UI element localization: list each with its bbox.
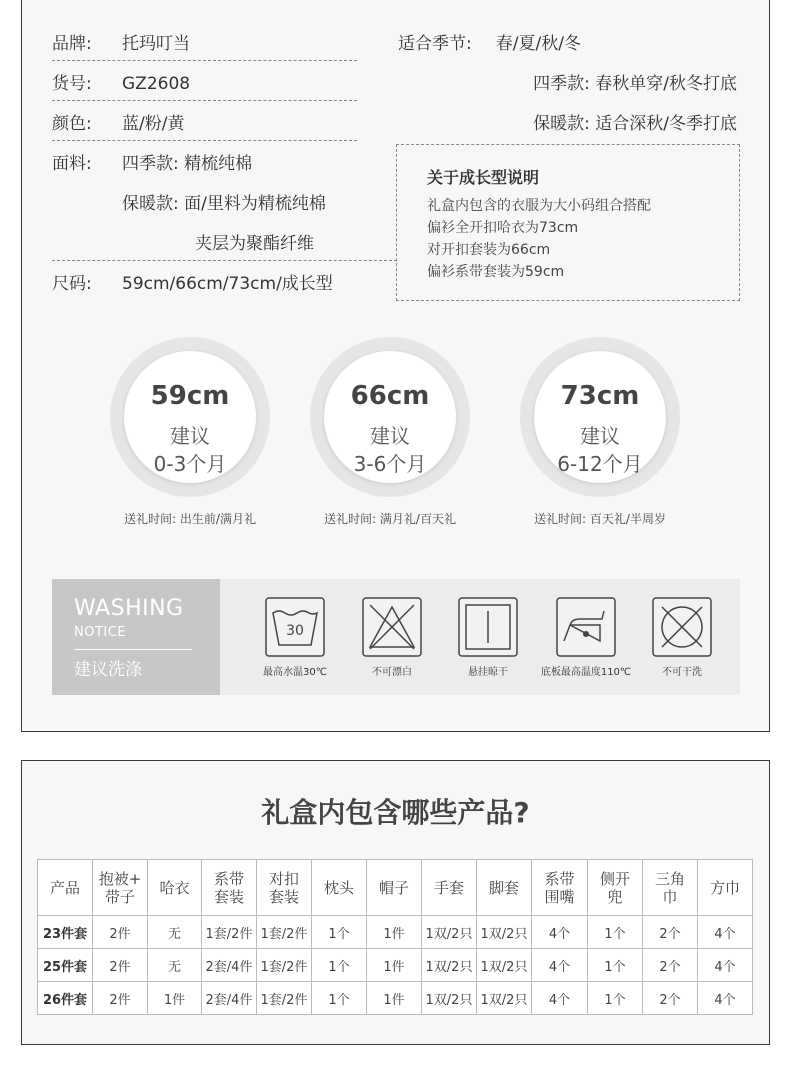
washing-subtitle: NOTICE [74, 625, 127, 640]
table-header-text: 产品 [49, 878, 80, 897]
spec-fabric-warm-filling: 夹层为聚酯纤维 [195, 234, 314, 254]
size-ring-66 [310, 337, 470, 497]
table-cell: 2套/4件 [202, 949, 257, 982]
table-cell: 2件 [93, 982, 148, 1015]
spec-season-label: 适合季节: [398, 34, 472, 54]
wash-item [247, 597, 343, 687]
table-header-cell [38, 860, 93, 916]
washing-label-cn: 建议洗涤 [74, 660, 142, 680]
table-header-text: 枕头 [323, 878, 354, 897]
table-cell: 1双/2只 [422, 916, 477, 949]
spec-item-no-label: 货号: [52, 74, 92, 94]
table-cell: 无 [148, 949, 202, 982]
table-cell: 2套/4件 [202, 982, 257, 1015]
table-header-text: 兜 [607, 887, 623, 906]
table-header-text: 套装 [268, 887, 299, 906]
table-header-cell [312, 860, 367, 916]
table-header-cell [422, 860, 477, 916]
size-ring-59 [110, 337, 270, 497]
table-header-text: 对扣 [268, 869, 299, 888]
note-title: 关于成长型说明 [427, 168, 540, 187]
spec-brand-value: 托玛叮当 [122, 34, 190, 54]
spec-color-value: 蓝/粉/黄 [122, 114, 185, 134]
table-cell: 1套/2件 [257, 949, 312, 982]
spec-season-value: 春/夏/秋/冬 [495, 34, 581, 54]
table-header-text: 脚套 [488, 878, 519, 897]
size-ring-73 [520, 337, 680, 497]
divider [52, 100, 357, 101]
spec-item-no-value: GZ2608 [122, 74, 191, 94]
table-cell: 4个 [698, 982, 753, 1015]
wash-30-icon [265, 597, 325, 657]
table-cell: 1个 [312, 949, 367, 982]
washing-notice [52, 579, 740, 695]
table-cell: 4个 [698, 916, 753, 949]
table-cell: 1个 [312, 916, 367, 949]
spec-brand [52, 29, 190, 54]
iron-medium-icon [556, 597, 616, 657]
table-cell: 1双/2只 [477, 982, 532, 1015]
table-header-cell [93, 860, 148, 916]
table-cell: 4个 [532, 916, 588, 949]
table-header-text: 围嘴 [544, 887, 575, 906]
spec-color-label: 颜色: [52, 114, 92, 134]
spec-warm-style: 保暖款: 适合深秋/冬季打底 [533, 114, 737, 134]
table-header-text: 抱被+ [98, 869, 142, 888]
table-header-cell [148, 860, 202, 916]
table-row-header: 25件套 [38, 949, 93, 982]
wash-item [538, 597, 634, 687]
table-header-text: 帽子 [378, 878, 409, 897]
gift-contents-table [37, 859, 753, 1015]
table-cell: 1双/2只 [477, 949, 532, 982]
table-row-header: 26件套 [38, 982, 93, 1015]
table-header-text: 带子 [104, 887, 135, 906]
ring-age: 3-6个月 [353, 452, 427, 476]
table-cell: 1个 [588, 982, 643, 1015]
table-cell: 1套/2件 [202, 916, 257, 949]
divider [52, 140, 357, 141]
table-cell: 2个 [643, 916, 698, 949]
note-line: 礼盒内包含的衣服为大小码组合搭配 [427, 198, 651, 214]
washing-title: WASHING [74, 596, 184, 621]
ring-age: 0-3个月 [153, 452, 227, 476]
spec-season [398, 29, 581, 54]
wash-item [440, 597, 536, 687]
hang-dry-icon [458, 597, 518, 657]
table-cell: 1件 [367, 982, 422, 1015]
table-header-cell [202, 860, 257, 916]
table-header-cell [532, 860, 588, 916]
spec-size [52, 269, 333, 294]
table-header-row [38, 860, 753, 916]
gift-time: 送礼时间: 出生前/满月礼 [124, 512, 256, 526]
wash-caption: 底板最高温度110℃ [540, 667, 632, 678]
ring-suggest: 建议 [580, 424, 620, 448]
table-cell: 1个 [588, 949, 643, 982]
table-cell: 4个 [698, 949, 753, 982]
table-header-text: 侧开 [599, 869, 630, 888]
spec-color [52, 109, 184, 134]
table-cell: 1套/2件 [257, 916, 312, 949]
table-cell: 2个 [643, 949, 698, 982]
table-cell: 1双/2只 [477, 916, 532, 949]
spec-fabric [52, 149, 252, 174]
table-header-text: 系带 [213, 869, 244, 888]
wash-item [634, 597, 730, 687]
table-header-text: 手套 [433, 878, 464, 897]
no-dry-clean-icon [652, 597, 712, 657]
ring-size: 59cm [150, 381, 230, 411]
growth-size-note [396, 144, 740, 301]
table-header-text: 系带 [544, 869, 575, 888]
divider [52, 60, 357, 61]
ring-suggest: 建议 [370, 424, 410, 448]
ring-size: 73cm [560, 381, 640, 411]
spec-item-no [52, 69, 190, 94]
spec-brand-label: 品牌: [52, 34, 92, 54]
note-line: 偏衫系带套装为59cm [427, 264, 565, 280]
wash-caption: 不可干洗 [662, 667, 702, 678]
table-header-cell [367, 860, 422, 916]
table-header-text: 套装 [213, 887, 244, 906]
note-line: 对开扣套装为66cm [427, 242, 551, 258]
table-cell: 1个 [312, 982, 367, 1015]
table-cell: 1套/2件 [257, 982, 312, 1015]
table-cell: 1件 [367, 916, 422, 949]
wash-item [344, 597, 440, 687]
spec-size-label: 尺码: [52, 274, 92, 294]
spec-fabric-four-season: 四季款: 精梳纯棉 [122, 154, 253, 174]
table-cell: 1双/2只 [422, 949, 477, 982]
spec-size-value: 59cm/66cm/73cm/成长型 [122, 274, 333, 294]
wash-caption: 最高水温30℃ [263, 667, 327, 678]
wash-caption: 不可漂白 [372, 667, 412, 678]
table-header-cell [643, 860, 698, 916]
table-row-header: 23件套 [38, 916, 93, 949]
table-cell: 1件 [367, 949, 422, 982]
spec-fabric-warm: 保暖款: 面/里料为精梳纯棉 [122, 194, 326, 214]
gift-box-panel [21, 760, 770, 1045]
table-header-text: 哈衣 [159, 878, 190, 897]
table-header-text: 方巾 [709, 878, 740, 897]
table-row [38, 949, 753, 982]
table-header-cell [588, 860, 643, 916]
gift-heading: 礼盒内包含哪些产品? [261, 796, 530, 829]
spec-four-season-style: 四季款: 春秋单穿/秋冬打底 [533, 74, 737, 94]
table-cell: 4个 [532, 982, 588, 1015]
table-cell: 2件 [93, 949, 148, 982]
divider [74, 649, 192, 650]
table-cell: 2件 [93, 916, 148, 949]
table-cell: 1双/2只 [422, 982, 477, 1015]
table-header-text: 三角 [654, 869, 685, 888]
table-header-cell [257, 860, 312, 916]
table-header-cell [477, 860, 532, 916]
table-row [38, 916, 753, 949]
ring-size: 66cm [350, 381, 430, 411]
product-info-panel [21, 0, 770, 732]
wash-temp: 30 [286, 623, 304, 639]
washing-label [52, 579, 220, 695]
table-cell: 1个 [588, 916, 643, 949]
note-line: 偏衫全开扣哈衣为73cm [427, 220, 579, 236]
gift-time: 送礼时间: 百天礼/半周岁 [534, 512, 666, 526]
ring-age: 6-12个月 [557, 452, 643, 476]
table-header-cell [698, 860, 753, 916]
wash-caption: 悬挂晾干 [468, 667, 508, 678]
table-cell: 无 [148, 916, 202, 949]
ring-suggest: 建议 [170, 424, 210, 448]
table-cell: 2个 [643, 982, 698, 1015]
table-row [38, 982, 753, 1015]
table-cell: 4个 [532, 949, 588, 982]
no-bleach-icon [362, 597, 422, 657]
divider [52, 260, 397, 261]
gift-time: 送礼时间: 满月礼/百天礼 [324, 512, 456, 526]
spec-fabric-label: 面料: [52, 154, 92, 174]
table-header-text: 巾 [662, 887, 678, 906]
table-cell: 1件 [148, 982, 202, 1015]
